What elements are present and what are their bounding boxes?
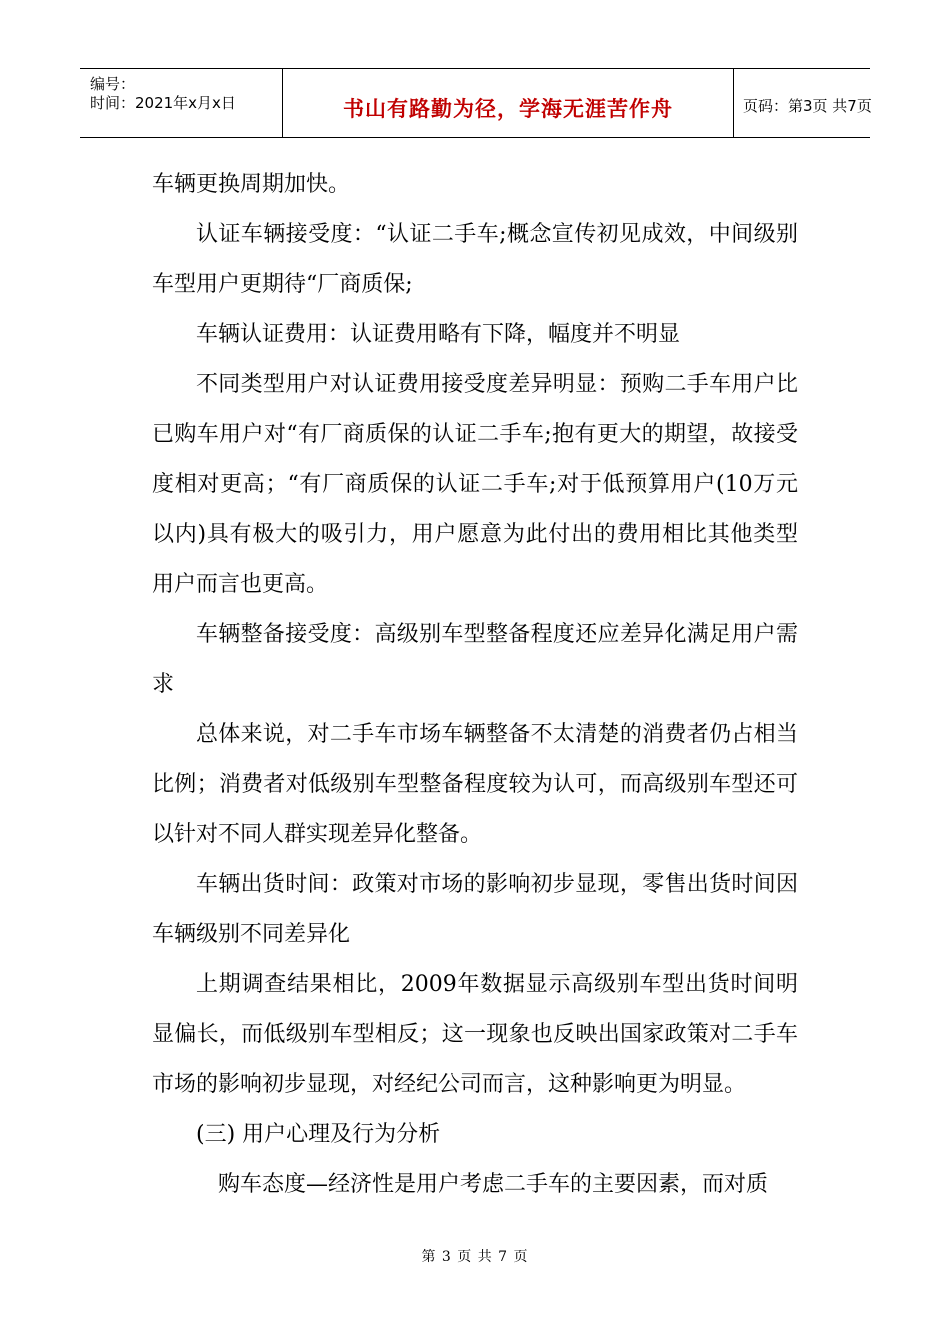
page-header xyxy=(80,68,870,138)
header-meta xyxy=(80,69,282,137)
header-page-cell xyxy=(733,69,870,137)
document-date: 时间：2021年x月x日 xyxy=(90,94,236,112)
paragraph: 购车态度—经济性是用户考虑二手车的主要因素，而对质 xyxy=(218,1172,769,1197)
paragraph: 上期调查结果相比，2009年数据显示高级别车型出货时间明显偏长，而低级别车型相反；这一现象也反映出国家政策对二手车市场的影响初步显现，对经纪公司而言，这种影响更为明显。 xyxy=(152,972,798,1097)
header-motto-cell xyxy=(282,69,734,137)
header-page-number: 页码：第3页 共7页 xyxy=(743,97,872,115)
header-motto: 书山有路勤为径，学海无涯苦作舟 xyxy=(343,97,673,121)
paragraph: 不同类型用户对认证费用接受度差异明显：预购二手车用户比已购车用户对“有厂商质保的认证二手车;抱有更大的期望，故接受度相对更高；“有厂商质保的认证二手车;对于低预算用户(10万元以内)具有极大的吸引力，用户愿意为此付出的费用相比其他类型用户而言也更高。 xyxy=(152,372,798,597)
paragraph: 总体来说，对二手车市场车辆整备不太清楚的消费者仍占相当比例；消费者对低级别车型整备程度较为认可，而高级别车型还可以针对不同人群实现差异化整备。 xyxy=(152,722,798,847)
document-number-label: 编号： xyxy=(90,75,136,93)
paragraph: 车辆更换周期加快。 xyxy=(152,172,351,197)
paragraph: 车辆出货时间：政策对市场的影响初步显现，零售出货时间因车辆级别不同差异化 xyxy=(152,872,798,947)
paragraph: 车辆整备接受度：高级别车型整备程度还应差异化满足用户需求 xyxy=(152,622,798,697)
paragraph: 车辆认证费用：认证费用略有下降，幅度并不明显 xyxy=(196,322,681,347)
document-body xyxy=(152,160,798,1210)
page-footer: 第 3 页 共 7 页 xyxy=(421,1249,529,1265)
paragraph: 认证车辆接受度：“认证二手车;概念宣传初见成效，中间级别车型用户更期待“厂商质保; xyxy=(152,222,798,297)
section-heading: (三) 用户心理及行为分析 xyxy=(196,1122,441,1147)
